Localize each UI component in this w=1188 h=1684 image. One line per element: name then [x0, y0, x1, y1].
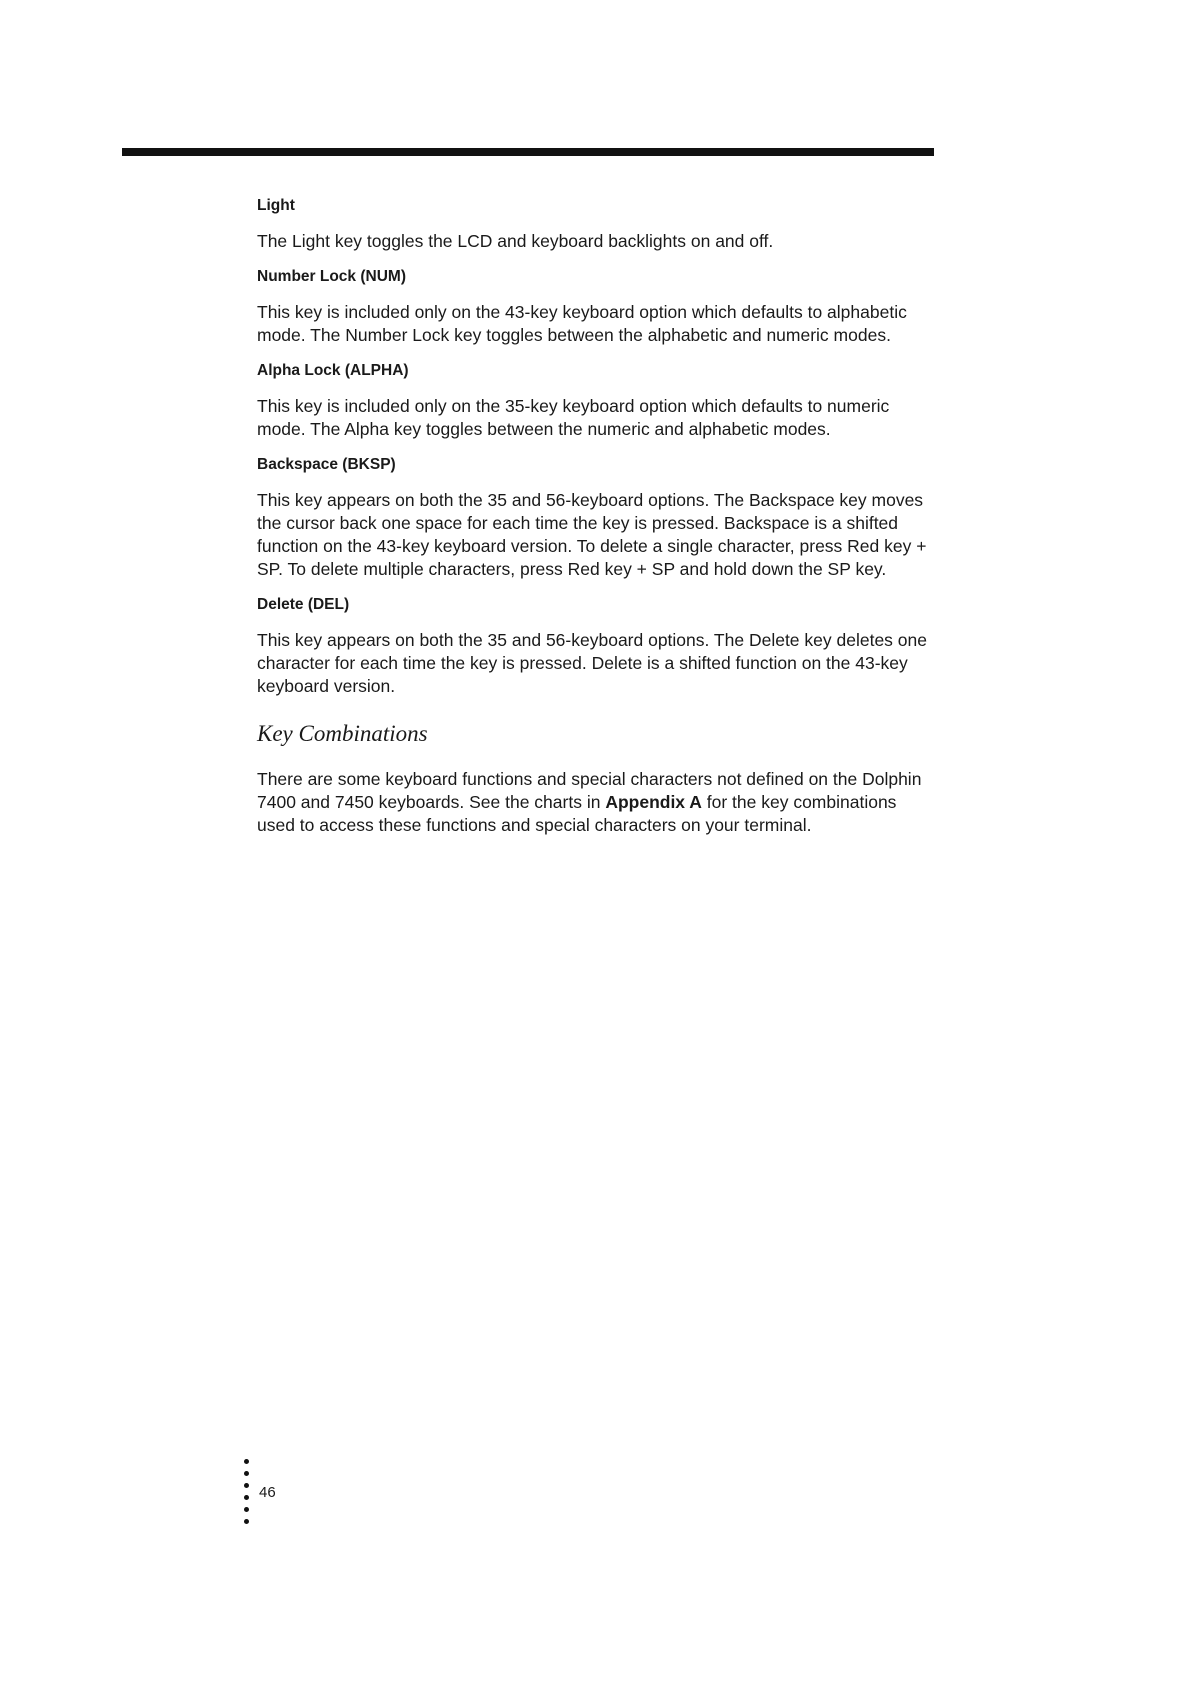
section-light: [257, 196, 937, 253]
dot: [244, 1459, 249, 1464]
section-number-lock: [257, 267, 937, 347]
key-combinations-body-end: for the key combinations used to access these functions and special characters on your terminal.: [257, 792, 897, 835]
section-delete: [257, 595, 937, 698]
section-body: This key is included only on the 35-key keyboard option which defaults to numeric mode. The Alpha key toggles between the numeric and alphabetic modes.: [257, 396, 890, 439]
key-combinations-title: Key Combinations: [257, 721, 428, 746]
section-alpha-lock: [257, 361, 937, 441]
dot-leader-icon: [244, 1459, 252, 1525]
top-rule: [122, 148, 934, 156]
key-combinations-body: [257, 768, 937, 837]
dot: [244, 1495, 249, 1500]
page-number: 46: [259, 1484, 276, 1501]
section-body: This key appears on both the 35 and 56-keyboard options. The Delete key deletes one character for each time the key is pressed. Delete is a shifted function on the 43-key keyboard version.: [257, 630, 927, 696]
appendix-reference: Appendix A: [605, 792, 702, 812]
section-body: This key is included only on the 43-key keyboard option which defaults to alphabetic mode. The Number Lock key toggles between the alphabetic and numeric modes.: [257, 302, 907, 345]
section-body: The Light key toggles the LCD and keyboard backlights on and off.: [257, 231, 774, 251]
section-heading: Number Lock (NUM): [257, 268, 406, 285]
section-heading: Delete (DEL): [257, 596, 350, 613]
dot: [244, 1471, 249, 1476]
page-content: [257, 196, 937, 851]
key-combinations-body-start: There are some keyboard functions and special characters not defined on the Dolphin 7400 and 7450 keyboards. See the charts in: [257, 769, 922, 812]
section-backspace: [257, 455, 937, 581]
dot: [244, 1519, 249, 1524]
section-heading: Backspace (BKSP): [257, 456, 396, 473]
dot: [244, 1507, 249, 1512]
section-heading: Alpha Lock (ALPHA): [257, 362, 409, 379]
dot: [244, 1483, 249, 1488]
section-key-combinations: [257, 720, 937, 837]
section-body: This key appears on both the 35 and 56-keyboard options. The Backspace key moves the cursor back one space for each time the key is pressed. Backspace is a shifted function on the 43-key keyboard version. To delete a single character, press Red key + SP. To delete multiple characters, press Red key + SP and hold down the SP key.: [257, 490, 927, 579]
section-heading: Light: [257, 197, 295, 214]
